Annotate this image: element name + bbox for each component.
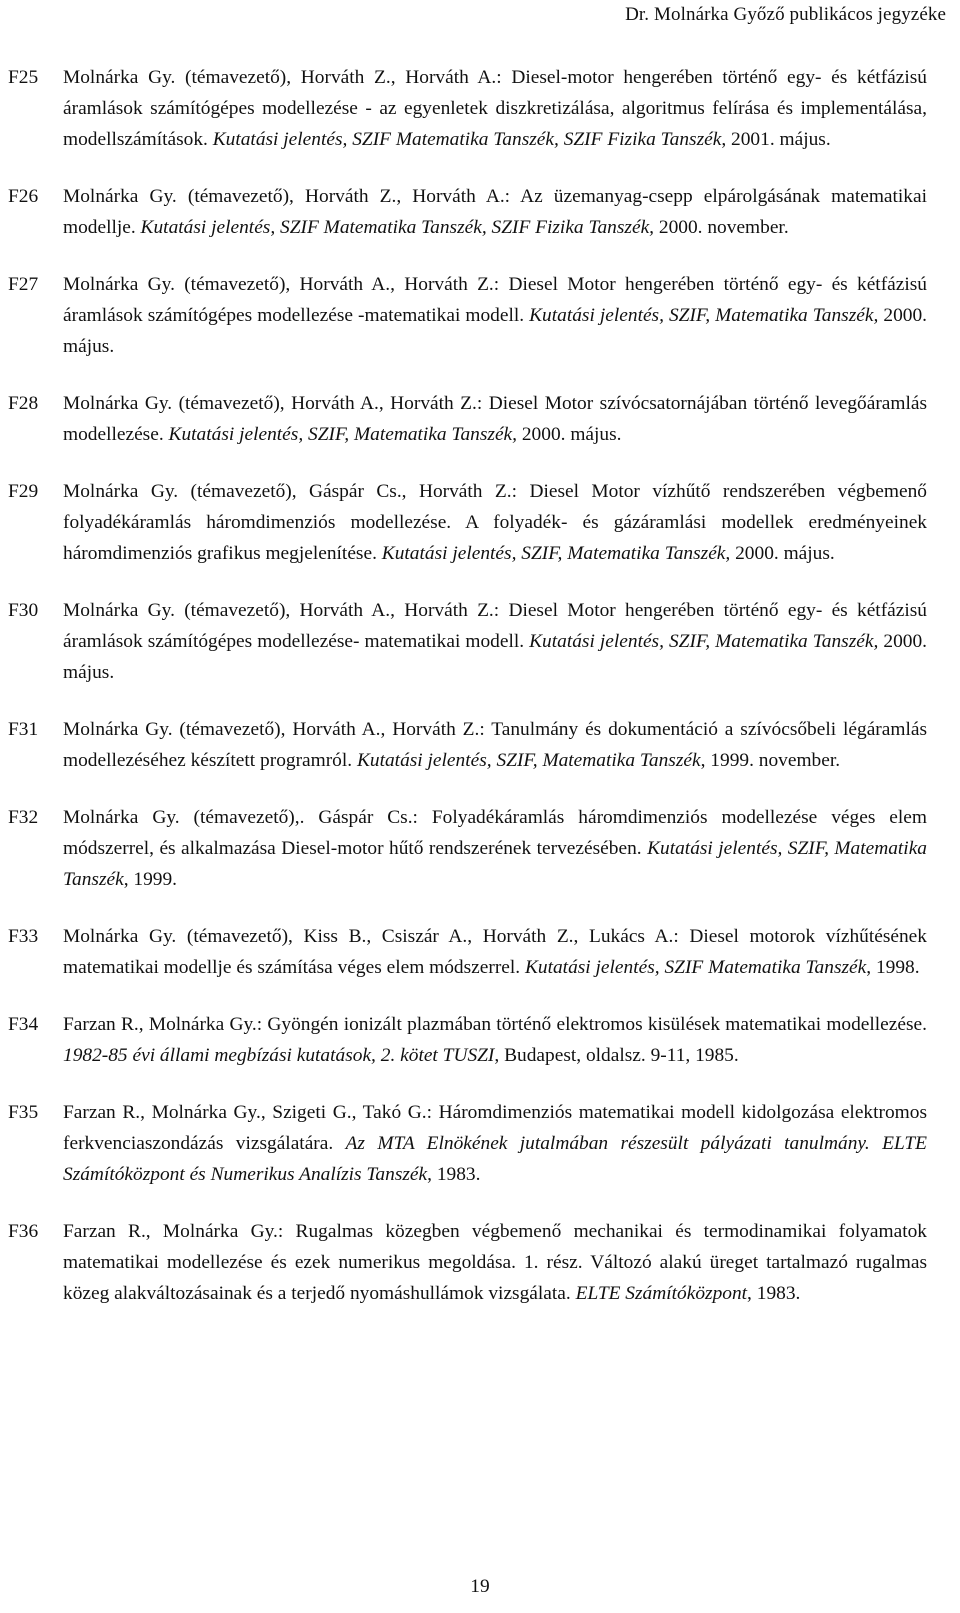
- reference-text: [63, 186, 927, 238]
- reference-id: F28: [8, 393, 39, 414]
- reference-text-part: , 2001. május.: [721, 129, 831, 150]
- reference-source: Kutatási jelentés, SZIF Matematika Tanszék: [524, 957, 867, 978]
- reference-text-part: Molnárka Gy. (témavezető), Horváth A., Horváth Z.: Diesel Motor szívócsatornájában történő levegőáramlás modellezése.: [63, 393, 927, 445]
- reference-text: [63, 926, 927, 978]
- reference-text: [63, 393, 927, 445]
- reference-source: Kutatási jelentés, SZIF, Matematika Tanszék: [63, 838, 927, 890]
- reference-text-part: 2000. november.: [654, 217, 789, 238]
- reference-id: F31: [8, 719, 39, 740]
- reference-text-part: Molnárka Gy. (témavezető),. Gáspár Cs.: Folyadékáramlás háromdimenziós modellezése véges elem módszerrel, és alkalmazása Diesel-motor hűtő rendszerének tervezésében.: [63, 807, 927, 859]
- reference-text: [63, 481, 927, 564]
- reference-text-part: 2000. május.: [517, 424, 622, 445]
- reference-item: [0, 476, 960, 569]
- reference-text-part: Molnárka Gy. (témavezető), Horváth Z., Horváth A.: Diesel-motor hengerében történő egy- és kétfázisú áramlások számítógépes modellezése - az egyenletek diszkretizálása, algoritmus felírása és implementálása, modellszámítások.: [63, 67, 927, 150]
- reference-id: F34: [8, 1014, 39, 1035]
- reference-text-part: Molnárka Gy. (témavezető), Horváth Z., Horváth A.: Az üzemanyag-csepp elpárolgásának matematikai modellje.: [63, 186, 927, 238]
- reference-text-part: Molnárka Gy. (témavezető), Kiss B., Csiszár A., Horváth Z., Lukács A.: Diesel motorok vízhűtésének matematikai modellje és számítása véges elem módszerrel.: [63, 926, 927, 978]
- reference-text-part: Farzan R., Molnárka Gy., Szigeti G., Takó G.: Háromdimenziós matematikai modell kidolgozása elektromos ferkvenciaszondázás vizsgálatára.: [63, 1102, 927, 1154]
- reference-text-part: , 1983.: [747, 1283, 801, 1304]
- reference-text-part: 2000. május.: [730, 543, 835, 564]
- reference-id: F27: [8, 274, 39, 295]
- reference-id: F32: [8, 807, 39, 828]
- reference-text: [63, 600, 927, 683]
- reference-item: [0, 1097, 960, 1190]
- reference-id: F36: [8, 1221, 39, 1242]
- reference-source: Kutatási jelentés, SZIF, Matematika Tanszék,: [529, 631, 879, 652]
- reference-text-part: , 1998.: [866, 957, 920, 978]
- reference-text-part: , 1999. november.: [700, 750, 841, 771]
- reference-id: F30: [8, 600, 39, 621]
- reference-item: [0, 269, 960, 362]
- reference-source: Kutatási jelentés, SZIF, Matematika Tanszék: [356, 750, 701, 771]
- reference-text: [63, 1014, 927, 1066]
- reference-source: Az MTA Elnökének jutalmában részesült pályázati tanulmány. ELTE Számítóközpont és Numerikus Analízis Tanszék: [63, 1133, 927, 1185]
- reference-text-part: 2000. május.: [63, 631, 928, 683]
- reference-source: Kutatási jelentés, SZIF Matematika Tanszék, SZIF Fizika Tanszék: [212, 129, 722, 150]
- reference-text: [63, 1221, 927, 1304]
- reference-item: [0, 1009, 960, 1071]
- reference-text: [63, 719, 927, 771]
- reference-item: [0, 1216, 960, 1309]
- page-number: 19: [470, 1576, 490, 1597]
- reference-text-part: Molnárka Gy. (témavezető), Gáspár Cs., Horváth Z.: Diesel Motor vízhűtő rendszerében végbemenő folyadékáramlás háromdimenziós modellezése. A folyadék- és gázáramlási modellek eredményeinek háromdimenziós grafikus megjelenítése.: [63, 481, 927, 564]
- reference-text: [63, 67, 927, 150]
- reference-item: [0, 181, 960, 243]
- reference-source: Kutatási jelentés, SZIF, Matematika Tanszék,: [529, 305, 879, 326]
- reference-item: [0, 802, 960, 895]
- reference-text-part: Molnárka Gy. (témavezető), Horváth A., Horváth Z.: Tanulmány és dokumentáció a szívócsőbeli légáramlás modellezéséhez készített programról.: [63, 719, 927, 771]
- reference-id: F25: [8, 67, 39, 88]
- reference-text-part: , 1983.: [427, 1164, 481, 1185]
- reference-text: [63, 274, 927, 357]
- reference-source: Kutatási jelentés, SZIF, Matematika Tanszék,: [168, 424, 518, 445]
- reference-text-part: Molnárka Gy. (témavezető), Horváth A., Horváth Z.: Diesel Motor hengerében történő egy- és kétfázisú áramlások számítógépes modellezése -matematikai modell.: [63, 274, 927, 326]
- reference-id: F26: [8, 186, 39, 207]
- reference-item: [0, 388, 960, 450]
- reference-source: Kutatási jelentés, SZIF, Matematika Tanszék,: [381, 543, 731, 564]
- reference-text-part: , 1999.: [123, 869, 178, 890]
- reference-source: 1982-85 évi állami megbízási kutatások, 2. kötet TUSZI: [63, 1045, 495, 1066]
- reference-id: F33: [8, 926, 39, 947]
- reference-text-part: Molnárka Gy. (témavezető), Horváth A., Horváth Z.: Diesel Motor hengerében történő egy- és kétfázisú áramlások számítógépes modellezése- matematikai modell.: [63, 600, 927, 652]
- reference-source: Kutatási jelentés, SZIF Matematika Tanszék, SZIF Fizika Tanszék,: [140, 217, 655, 238]
- reference-item: [0, 595, 960, 688]
- reference-text: [63, 1102, 927, 1185]
- reference-text-part: , Budapest, oldalsz. 9-11, 1985.: [494, 1045, 739, 1066]
- reference-source: ELTE Számítóközpont: [575, 1283, 748, 1304]
- reference-text-part: 2000. május.: [63, 305, 928, 357]
- page-header: Dr. Molnárka Győző publikácos jegyzéke: [625, 4, 946, 25]
- reference-id: F29: [8, 481, 39, 502]
- reference-item: [0, 921, 960, 983]
- reference-id: F35: [8, 1102, 39, 1123]
- reference-list: [0, 62, 960, 1335]
- reference-item: [0, 62, 960, 155]
- reference-text: [63, 807, 927, 890]
- reference-item: [0, 714, 960, 776]
- reference-text-part: Farzan R., Molnárka Gy.: Gyöngén ionizált plazmában történő elektromos kisülések matematikai modellezése.: [63, 1014, 927, 1035]
- reference-text-part: Farzan R., Molnárka Gy.: Rugalmas közegben végbemenő mechanikai és termodinamikai folyamatok matematikai modellezése és ezek numerikus megoldása. 1. rész. Változó alakú üreget tartalmazó rugalmas közeg alakváltozásainak és a terjedő nyomáshullámok vizsgálata.: [63, 1221, 927, 1304]
